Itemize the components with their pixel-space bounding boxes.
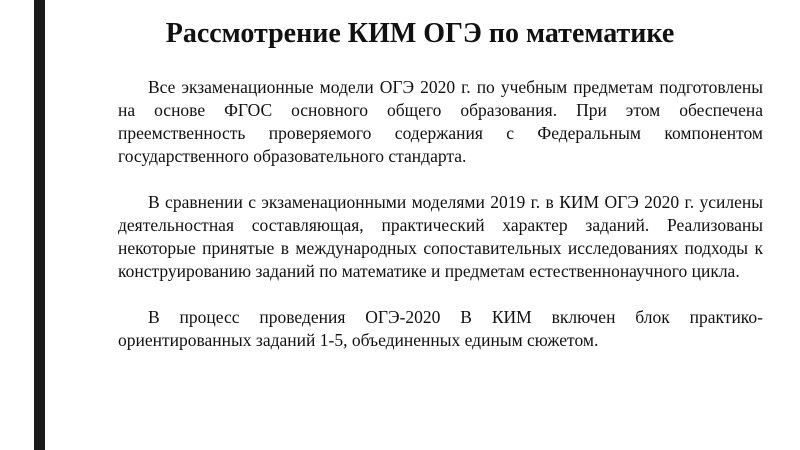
left-accent-bar [34,0,45,450]
paragraph-2: В сравнении с экзаменационными моделями 2019 г. в КИМ ОГЭ 2020 г. усилены деятельностная составляющая, практический характер заданий. Реализованы некоторые принятые в международных сопоставительных исследованиях подходы к конструированию заданий по математике и предметам естественнонаучного цикла. [118,192,763,281]
slide-title: Рассмотрение КИМ ОГЭ по математике [165,18,675,49]
paragraph-1: Все экзаменационные модели ОГЭ 2020 г. по учебным предметам подготовлены на основе ФГОС основного общего образования. При этом обеспечена преемственность проверяемого содержания с Федеральным компонентом государственного образовательного стандарта. [118,77,763,166]
slide-body [118,76,763,352]
paragraph-3: В процесс проведения ОГЭ-2020 В КИМ включен блок практико-ориентированных заданий 1-5, объединенных единым сюжетом. [118,307,763,350]
